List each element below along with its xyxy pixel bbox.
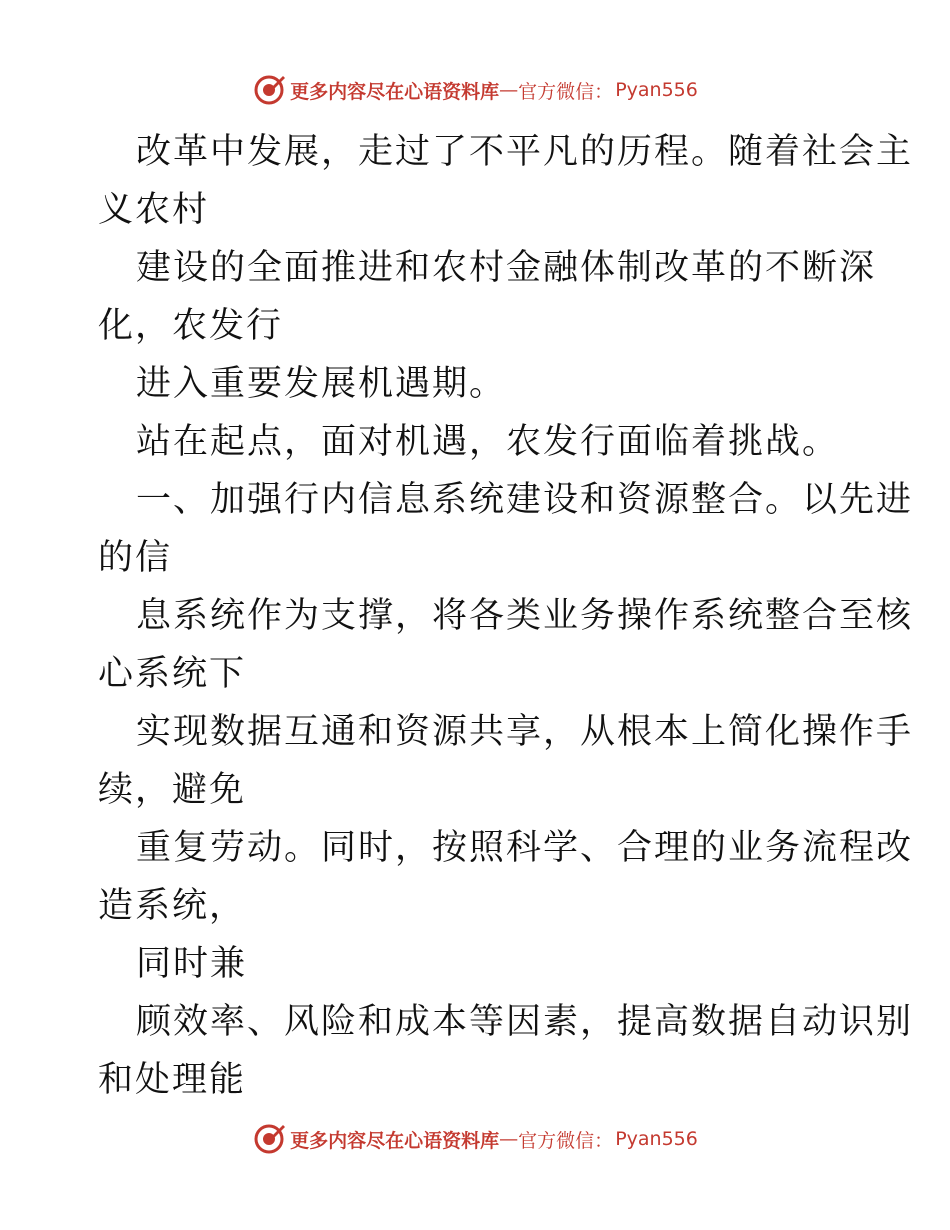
body-line: 造系统， [98, 886, 247, 926]
footer-contact-handle: Pyan556 [615, 1128, 698, 1150]
pen-circle-logo-icon [252, 1122, 286, 1156]
body-line: 义农村 [98, 190, 210, 230]
footer-brand: 更多内容尽在心语资料库 [290, 1129, 500, 1152]
header-brand: 更多内容尽在心语资料库 [290, 80, 500, 103]
document-body [98, 123, 914, 1109]
body-line: 实现数据互通和资源共享，从根本上简化操作手 [136, 712, 914, 752]
header-contact-handle: Pyan556 [615, 79, 698, 101]
footer-banner [0, 1119, 950, 1159]
header-separator: — [499, 79, 519, 101]
header-banner [0, 70, 950, 110]
body-line: 息系统作为支撑，将各类业务操作系统整合至核 [136, 596, 914, 636]
body-line: 续，避免 [98, 770, 247, 810]
body-line: 同时兼 [136, 944, 248, 984]
footer-separator: — [499, 1128, 519, 1150]
body-line: 改革中发展，走过了不平凡的历程。随着社会主 [136, 132, 914, 172]
body-line: 的信 [98, 538, 173, 578]
footer-contact-label: 官方微信： [518, 1129, 614, 1152]
body-line: 化，农发行 [98, 306, 284, 346]
body-line: 进入重要发展机遇期。 [136, 364, 507, 404]
body-line: 一、加强行内信息系统建设和资源整合。以先进 [136, 480, 914, 520]
body-line: 心系统下 [98, 654, 247, 694]
header-contact-label: 官方微信： [518, 80, 614, 103]
pen-circle-logo-icon [252, 73, 286, 107]
body-line: 重复劳动。同时，按照科学、合理的业务流程改 [136, 828, 914, 868]
body-line: 站在起点，面对机遇，农发行面临着挑战。 [136, 422, 840, 462]
body-line: 顾效率、风险和成本等因素，提高数据自动识别 [136, 1002, 914, 1042]
body-line: 和处理能 [98, 1060, 247, 1100]
body-line: 建设的全面推进和农村金融体制改革的不断深 [136, 248, 877, 288]
